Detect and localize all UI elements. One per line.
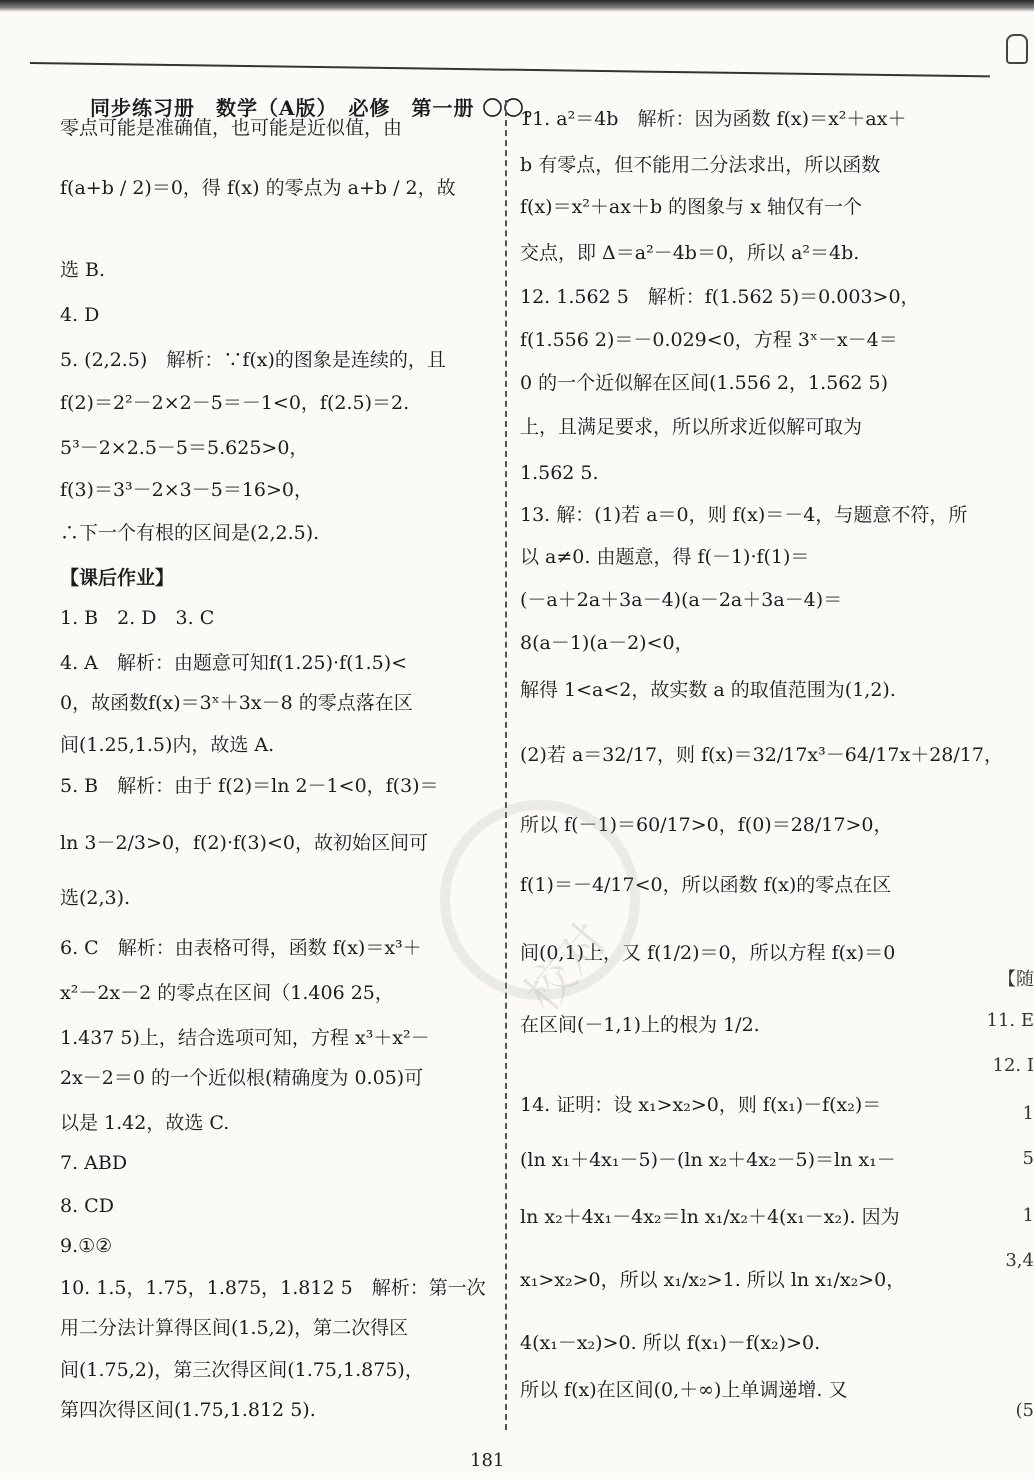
left-text-line: x²－2x－2 的零点在区间（1.406 25，: [60, 982, 394, 1004]
left-text-line: 选 B.: [60, 259, 106, 281]
left-text-line: 8. CD: [60, 1195, 114, 1217]
left-text-line: 0，故函数f(x)＝3ˣ＋3x－8 的零点落在区: [60, 692, 413, 714]
left-text-line: 7. ABD: [60, 1152, 128, 1174]
left-text-line: 9.①②: [60, 1235, 113, 1257]
edge-fragment: 11. E: [986, 1010, 1034, 1031]
right-text-line: 所以 f(－1)＝60/17>0，f(0)＝28/17>0，: [520, 814, 893, 836]
edge-fragment: (5: [1015, 1400, 1034, 1421]
right-text-line: (ln x₁＋4x₁－5)－(ln x₂＋4x₂－5)＝ln x₁－: [520, 1149, 896, 1171]
right-text-line: 解得 1<a<2，故实数 a 的取值范围为(1,2).: [520, 679, 896, 701]
left-text-line: 【课后作业】: [60, 567, 175, 589]
left-text-line: 5³－2×2.5－5＝5.625>0，: [60, 437, 309, 459]
left-text-line: 4. D: [60, 304, 100, 326]
right-text-line: 以 a≠0. 由题意，得 f(－1)·f(1)＝: [520, 546, 810, 568]
left-text-line: 5. B 解析：由于 f(2)＝ln 2－1<0，f(3)＝: [60, 775, 439, 797]
left-text-line: f(2)＝2²－2×2－5＝－1<0，f(2.5)＝2.: [60, 392, 410, 414]
left-text-line: 间(1.75,2)，第三次得区间(1.75,1.875)，: [60, 1359, 424, 1381]
right-text-line: 8(a－1)(a－2)<0，: [520, 632, 694, 654]
left-text-line: 第四次得区间(1.75,1.812 5).: [60, 1399, 316, 1421]
right-text-line: 上，且满足要求，所以所求近似解可取为: [520, 416, 863, 438]
header-rule: [30, 62, 990, 77]
right-text-line: (－a＋2a＋3a－4)(a－2a＋3a－4)＝: [520, 589, 843, 611]
left-text-line: f(3)＝3³－2×3－5＝16>0，: [60, 479, 314, 501]
right-text-line: f(1.556 2)＝－0.029<0，方程 3ˣ－x－4＝: [520, 329, 898, 351]
left-text-line: 选(2,3).: [60, 887, 131, 909]
left-text-line: 2x－2＝0 的一个近似根(精确度为 0.05)可: [60, 1067, 424, 1089]
edge-fragment: 12. I: [992, 1055, 1034, 1076]
left-text-line: 1.437 5)上，结合选项可知，方程 x³＋x²－: [60, 1027, 430, 1049]
edge-fragment: 【随: [998, 969, 1034, 990]
page-curl-icon: [1006, 34, 1028, 64]
left-text-line: 以是 1.42，故选 C.: [60, 1112, 230, 1134]
right-text-line: 14. 证明：设 x₁>x₂>0，则 f(x₁)－f(x₂)＝: [520, 1094, 882, 1116]
left-text-line: f(a+b / 2)＝0，得 f(x) 的零点为 a+b / 2，故: [60, 177, 456, 199]
edge-fragment: 1: [1022, 1205, 1034, 1226]
right-text-line: (2)若 a＝32/17，则 f(x)＝32/17x³－64/17x＋28/17，: [520, 744, 1003, 766]
right-text-line: 13. 解：(1)若 a＝0，则 f(x)＝－4，与题意不符，所: [520, 504, 968, 526]
right-text-line: 0 的一个近似解在区间(1.556 2，1.562 5): [520, 372, 888, 394]
right-text-line: 所以 f(x)在区间(0,＋∞)上单调递增. 又: [520, 1379, 848, 1401]
watermark-text: 校对: [514, 912, 619, 1023]
column-divider: [505, 100, 507, 1430]
left-text-line: 1. B 2. D 3. C: [60, 607, 215, 629]
right-text-line: 11. a²＝4b 解析：因为函数 f(x)＝x²＋ax＋: [520, 108, 907, 130]
right-text-line: 12. 1.562 5 解析：f(1.562 5)＝0.003>0，: [520, 286, 920, 308]
right-text-line: f(x)＝x²＋ax＋b 的图象与 x 轴仅有一个: [520, 196, 862, 218]
right-text-line: 交点，即 Δ＝a²－4b＝0，所以 a²＝4b.: [520, 242, 860, 264]
page-number: 181: [470, 1450, 505, 1471]
right-text-line: ln x₂＋4x₁－4x₂＝ln x₁/x₂＋4(x₁－x₂). 因为: [520, 1206, 900, 1228]
left-text-line: ln 3－2/3>0，f(2)·f(3)<0，故初始区间可: [60, 832, 428, 854]
left-text-line: 5. (2,2.5) 解析：∵f(x)的图象是连续的，且: [60, 349, 446, 371]
edge-fragment: 5: [1022, 1148, 1034, 1169]
right-text-line: 1.562 5.: [520, 462, 599, 484]
right-text-line: b 有零点，但不能用二分法求出，所以函数: [520, 154, 881, 176]
right-text-line: 间(0,1)上，又 f(1/2)＝0，所以方程 f(x)＝0: [520, 942, 896, 964]
edge-fragment: 3,4: [1005, 1250, 1034, 1271]
left-text-line: 4. A 解析：由题意可知f(1.25)·f(1.5)<: [60, 652, 408, 674]
right-text-line: f(1)＝－4/17<0，所以函数 f(x)的零点在区: [520, 874, 892, 896]
scan-top-edge: [0, 0, 1034, 12]
left-text-line: 间(1.25,1.5)内，故选 A.: [60, 734, 275, 756]
right-text-line: 在区间(－1,1)上的根为 1/2.: [520, 1014, 760, 1036]
left-text-line: 零点可能是准确值，也可能是近似值，由: [60, 117, 403, 139]
right-text-line: x₁>x₂>0，所以 x₁/x₂>1. 所以 ln x₁/x₂>0，: [520, 1269, 906, 1291]
right-text-line: 4(x₁－x₂)>0. 所以 f(x₁)－f(x₂)>0.: [520, 1332, 821, 1354]
left-text-line: 用二分法计算得区间(1.5,2)，第二次得区: [60, 1317, 409, 1339]
edge-fragment: 1: [1022, 1103, 1034, 1124]
left-text-line: ∴下一个有根的区间是(2,2.5).: [60, 522, 320, 544]
page-header: 同步练习册 数学（A版） 必修 第一册 〇〇。: [90, 96, 546, 120]
left-text-line: 10. 1.5，1.75，1.875，1.812 5 解析：第一次: [60, 1277, 486, 1299]
left-text-line: 6. C 解析：由表格可得，函数 f(x)＝x³＋: [60, 937, 422, 959]
